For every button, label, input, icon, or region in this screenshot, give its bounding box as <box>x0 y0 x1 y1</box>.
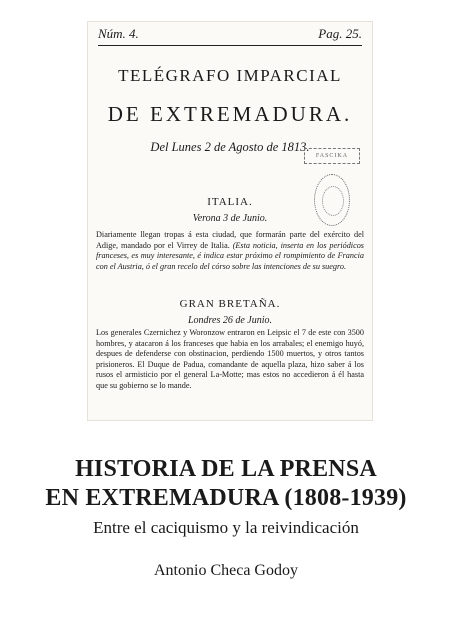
newspaper-clipping <box>88 22 372 420</box>
clipping-header <box>98 26 362 46</box>
library-stamp: FASCIKA <box>304 148 360 164</box>
section-heading-italia: ITALIA. <box>207 196 253 208</box>
issue-number: Núm. 4. <box>98 26 139 41</box>
book-title-line-2: EN EXTREMADURA (1808-1939) <box>45 485 407 511</box>
section-dateline-gran-bretana: Londres 26 de Junio. <box>187 315 273 326</box>
book-subtitle: Entre el caciquismo y la reivindicación <box>93 518 359 537</box>
book-title-line-1: HISTORIA DE LA PRENSA <box>75 456 377 482</box>
section-dateline-italia: Verona 3 de Junio. <box>192 213 268 224</box>
book-author: Antonio Checa Godoy <box>154 562 298 579</box>
article-gran-bretana: Los generales Czernichez y Woronzow entraron en Leipsic el 7 de este con 3500 hombres, y atacaron á los franceses que habia en los arrabales; el enemigo huyó, despues de defenderse con obstinacion, perdiendo 1500 muertos, y otros tantos prisioneros. El Duque de Padua, comandante de aquella plaza, hizo saber á los rusos el armisticio por el general La-Motte; mas estos no accedieron á él hasta que su gobierno se lo mande. <box>96 328 364 390</box>
article-italia-plain: Diariamente llegan tropas á esta ciudad, que formarán parte del exército del Adige, mandado por el Virrey de Italia. <box>96 230 364 250</box>
masthead-top: TELÉGRAFO IMPARCIAL <box>118 66 342 85</box>
article-italia <box>96 230 364 272</box>
masthead-bottom: DE EXTREMADURA. <box>107 102 353 126</box>
article-italia-italic: (Esta noticia, inserta en los periódicos franceses, es muy interesante, é indica estar próximo el rompimiento de Francia con el Austria, ó el gran recelo del córso sobre las intenciones de su suegro. <box>96 240 364 271</box>
page-number: Pag. 25. <box>318 26 362 41</box>
section-heading-gran-bretana: GRAN BRETAÑA. <box>179 298 281 310</box>
issue-dateline: Del Lunes 2 de Agosto de 1813. <box>150 140 310 154</box>
